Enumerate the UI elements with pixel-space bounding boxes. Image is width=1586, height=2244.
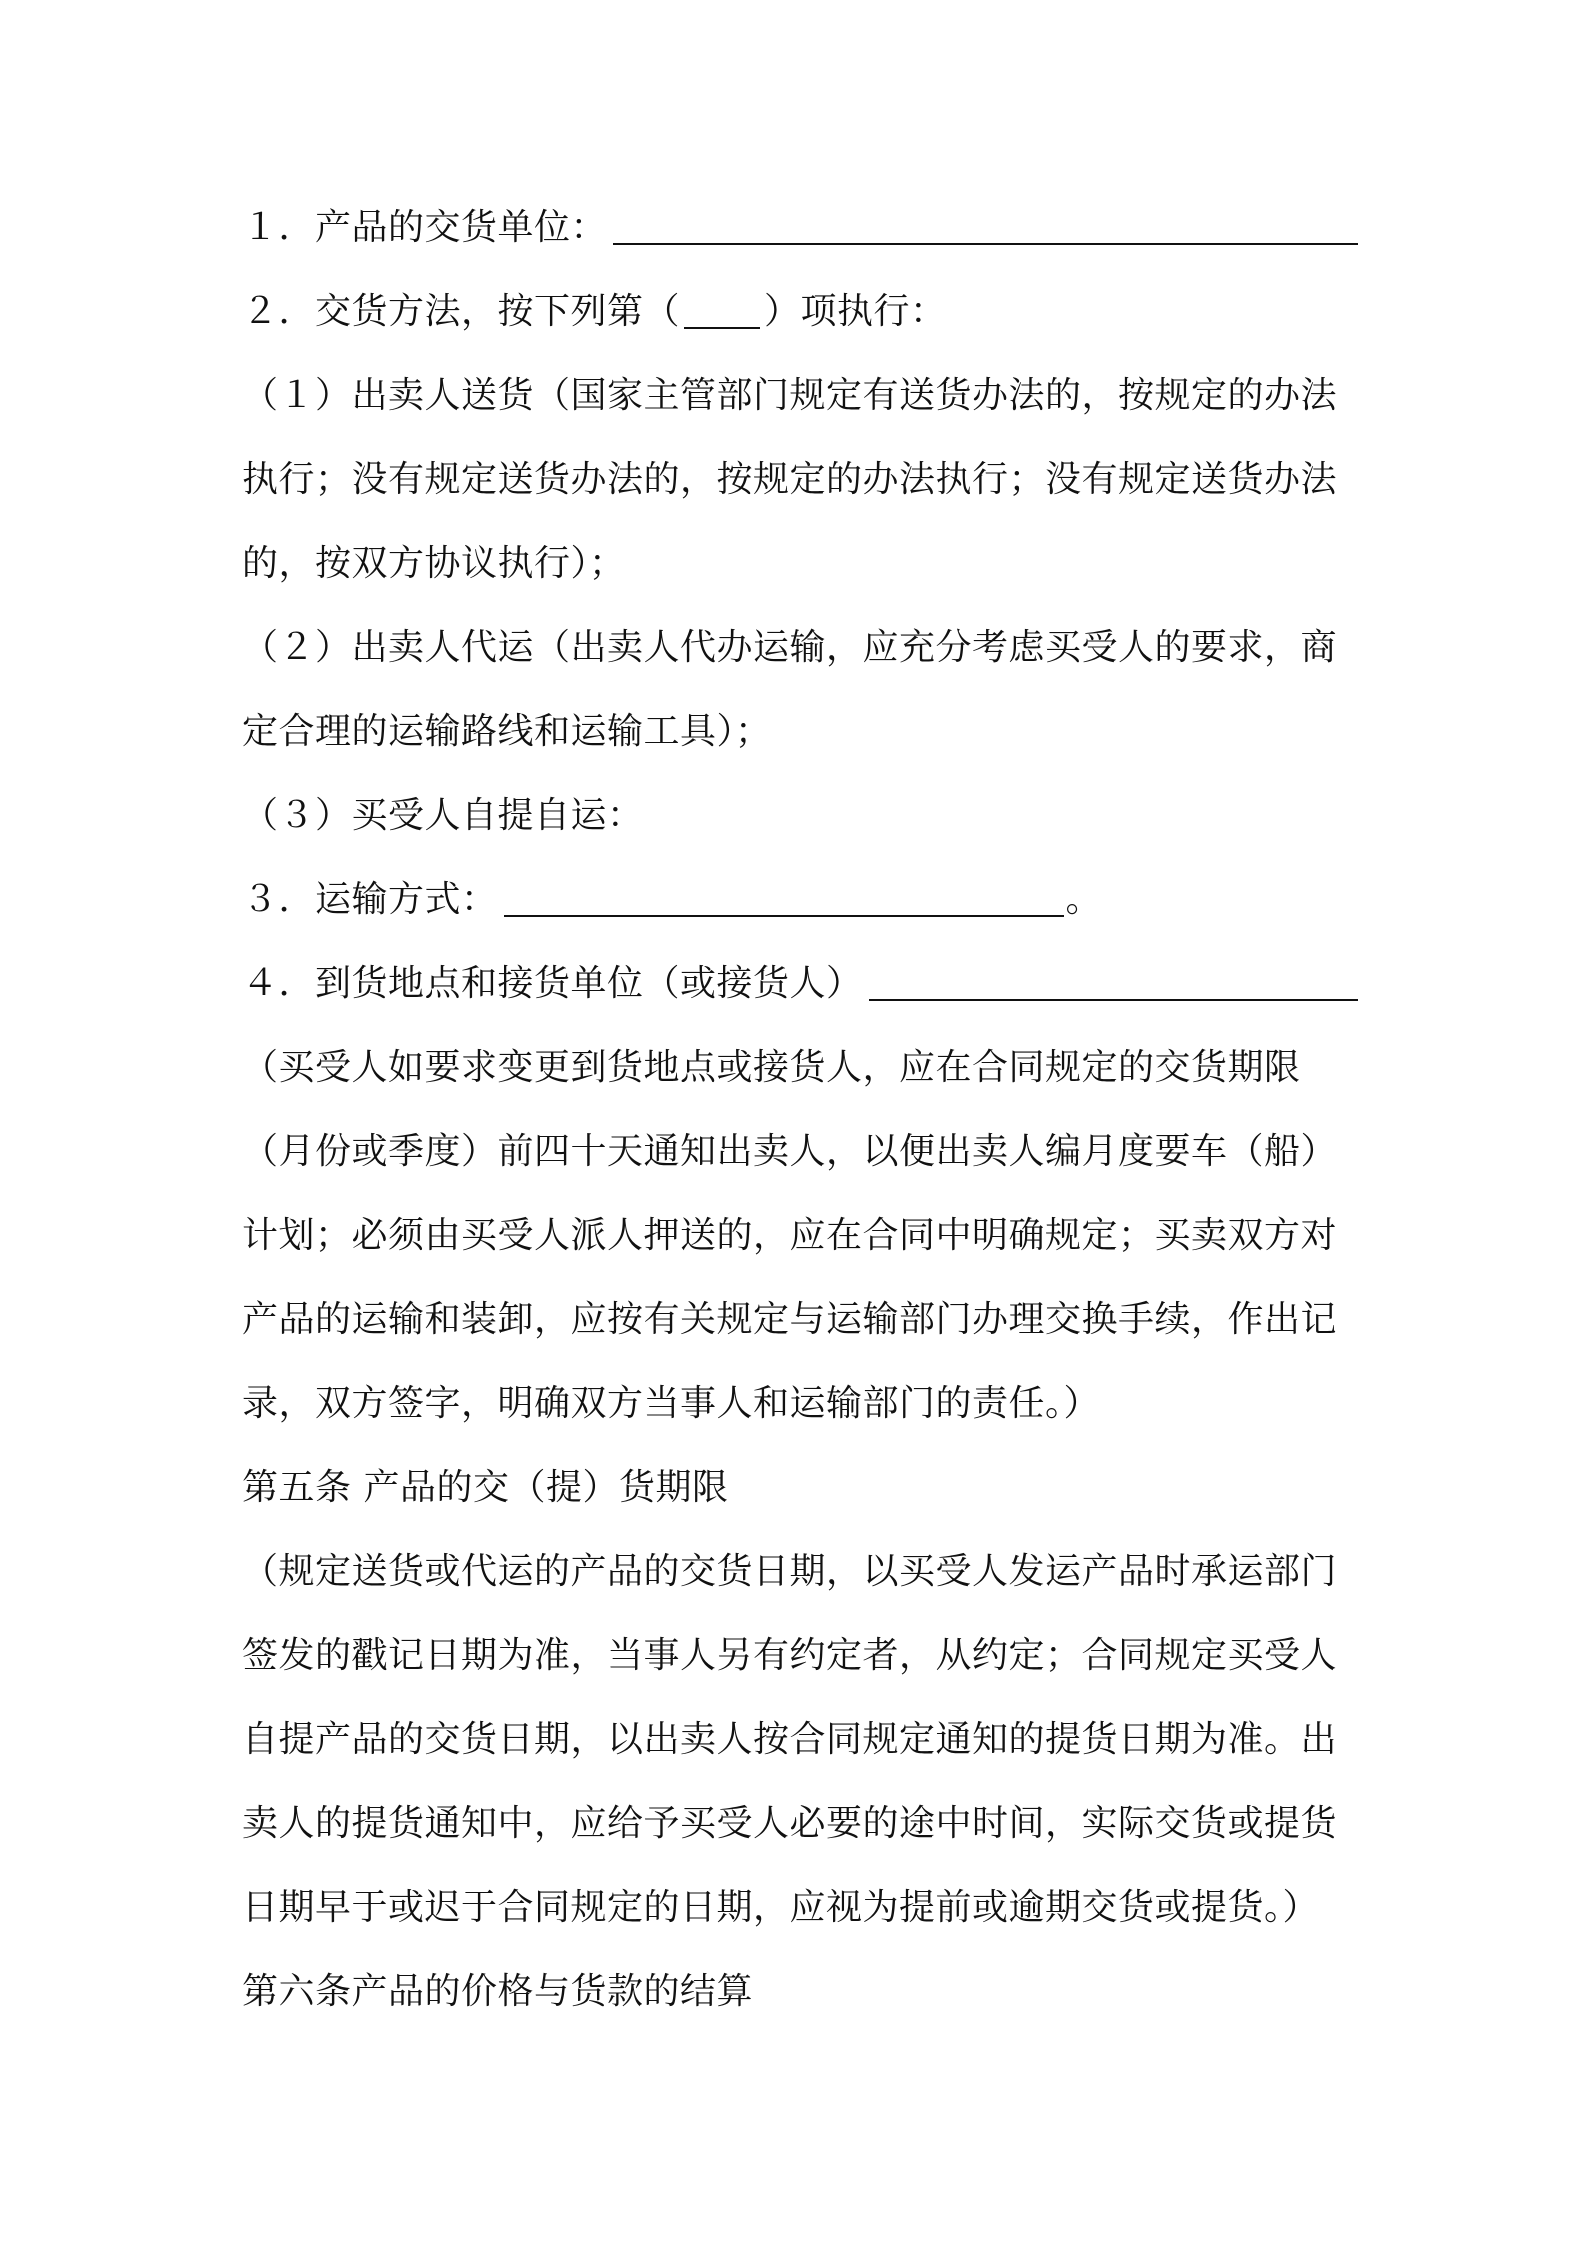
item-2-suffix: ）项执行：: [764, 291, 947, 332]
note-4-line-3: [242, 1194, 1358, 1278]
note-4-text: 录，双方签字，明确双方当事人和运输部门的责任。）: [242, 1383, 1101, 1424]
option-2-line-1: [242, 606, 1358, 690]
item-4-label: ４．到货地点和接货单位（或接货人）: [242, 963, 863, 1004]
item-2-prefix: ２．交货方法，按下列第（: [242, 291, 681, 332]
option-1-text: 的，按双方协议执行）；: [242, 543, 626, 584]
option-1-line-2: [242, 438, 1358, 522]
article-5-title: [242, 1446, 1358, 1530]
article-6-title: [242, 1950, 1358, 2034]
article-5-line-1: [242, 1530, 1358, 1614]
note-4-line-1: [242, 1026, 1358, 1110]
item-1-delivery-unit: [242, 186, 1358, 270]
article-5-text: （规定送货或代运的产品的交货日期，以买受人发运产品时承运部门: [242, 1551, 1338, 1592]
option-3-line-1: [242, 774, 1358, 858]
item-2-delivery-method: [242, 270, 1358, 354]
article-5-line-5: [242, 1866, 1358, 1950]
article-5-line-4: [242, 1782, 1358, 1866]
method-choice-blank[interactable]: [684, 287, 760, 329]
delivery-unit-blank[interactable]: [613, 203, 1358, 245]
note-4-line-5: [242, 1362, 1358, 1446]
note-4-text: （买受人如要求变更到货地点或接货人，应在合同规定的交货期限: [242, 1047, 1301, 1088]
option-3-text: （３）买受人自提自运：: [242, 795, 644, 836]
option-2-line-2: [242, 690, 1358, 774]
article-5-line-2: [242, 1614, 1358, 1698]
destination-blank[interactable]: [869, 959, 1358, 1001]
item-3-transport-mode: [242, 858, 1358, 942]
article-5-heading: 第五条 产品的交（提）货期限: [242, 1467, 729, 1508]
article-5-text: 卖人的提货通知中，应给予买受人必要的途中时间，实际交货或提货: [242, 1803, 1338, 1844]
note-4-text: 计划；必须由买受人派人押送的，应在合同中明确规定；买卖双方对: [242, 1215, 1338, 1256]
option-2-text: （２）出卖人代运（出卖人代办运输，应充分考虑买受人的要求，商: [242, 627, 1338, 668]
note-4-line-2: [242, 1110, 1358, 1194]
article-5-text: 日期早于或迟于合同规定的日期，应视为提前或逾期交货或提货。）: [242, 1887, 1320, 1928]
transport-mode-blank[interactable]: [504, 875, 1064, 917]
article-5-line-3: [242, 1698, 1358, 1782]
article-6-heading: 第六条产品的价格与货款的结算: [242, 1971, 754, 2012]
item-4-destination: [242, 942, 1358, 1026]
article-5-text: 签发的戳记日期为准，当事人另有约定者，从约定；合同规定买受人: [242, 1635, 1338, 1676]
item-3-label: ３．运输方式：: [242, 879, 498, 920]
option-2-text: 定合理的运输路线和运输工具）；: [242, 711, 772, 752]
article-5-text: 自提产品的交货日期，以出卖人按合同规定通知的提货日期为准。出: [242, 1719, 1338, 1760]
option-1-line-3: [242, 522, 1358, 606]
option-1-text: （１）出卖人送货（国家主管部门规定有送货办法的，按规定的办法: [242, 375, 1338, 416]
item-1-label: １．产品的交货单位：: [242, 207, 608, 248]
note-4-line-4: [242, 1278, 1358, 1362]
item-3-end: 。: [1065, 879, 1103, 920]
note-4-text: （月份或季度）前四十天通知出卖人，以便出卖人编月度要车（船）: [242, 1131, 1338, 1172]
note-4-text: 产品的运输和装卸，应按有关规定与运输部门办理交换手续，作出记: [242, 1299, 1338, 1340]
option-1-text: 执行；没有规定送货办法的，按规定的办法执行；没有规定送货办法: [242, 459, 1338, 500]
option-1-line-1: [242, 354, 1358, 438]
